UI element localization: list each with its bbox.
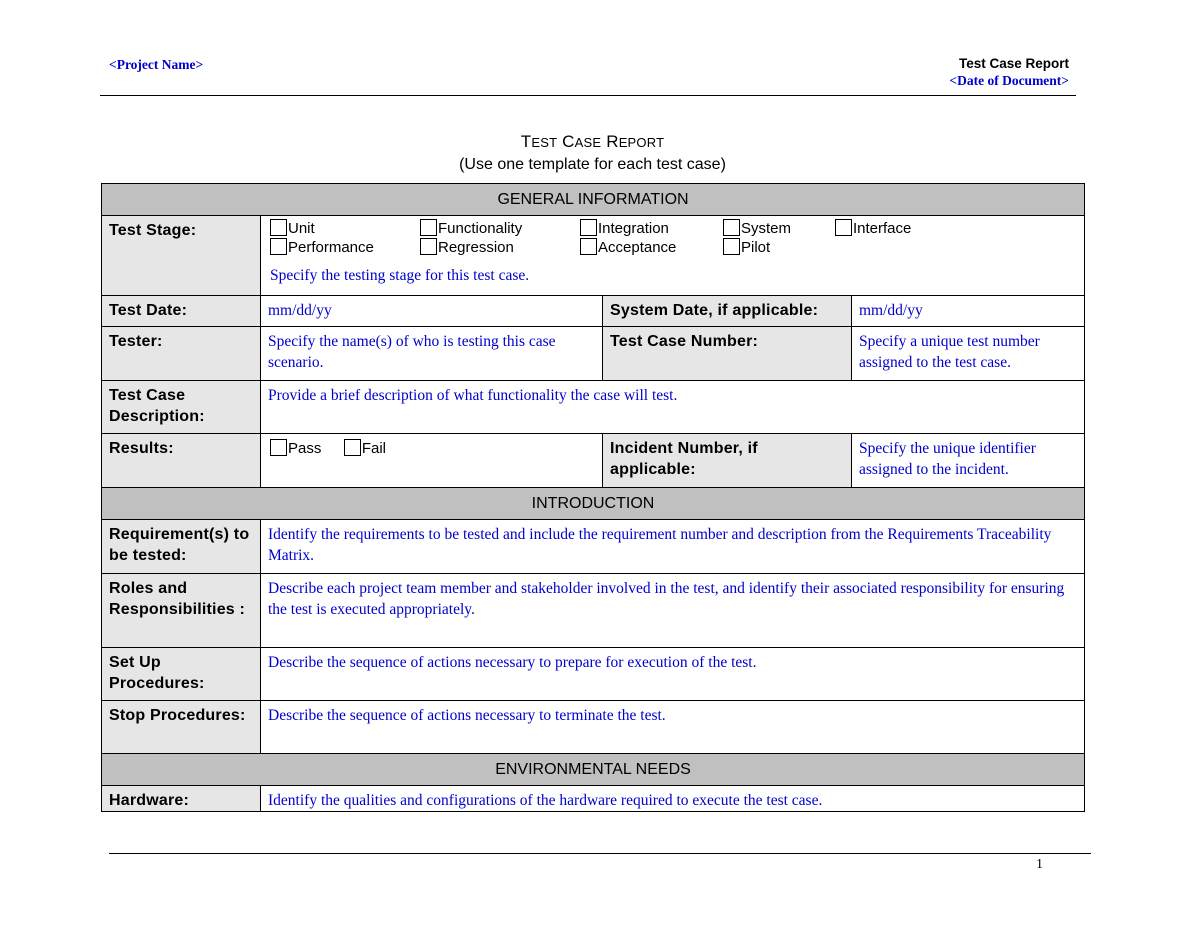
stage-option-integration[interactable]: Integration	[580, 219, 669, 238]
incident-value[interactable]: Specify the unique identifier assigned to the incident.	[852, 434, 1085, 488]
checkbox-icon[interactable]	[835, 219, 852, 236]
stage-option-acceptance[interactable]: Acceptance	[580, 238, 676, 257]
stop-value[interactable]: Describe the sequence of actions necessary to terminate the test.	[261, 701, 1085, 754]
system-date-value[interactable]: mm/dd/yy	[852, 296, 1085, 327]
section-introduction: INTRODUCTION	[102, 488, 1085, 520]
page-title: TEST CASE REPORT	[520, 132, 665, 151]
roles-label: Roles and Responsibilities :	[102, 574, 261, 648]
checkbox-icon[interactable]	[270, 238, 287, 255]
description-value[interactable]: Provide a brief description of what functionality the case will test.	[261, 381, 1085, 434]
header-divider	[100, 95, 1076, 96]
stage-option-performance[interactable]: Performance	[270, 238, 374, 257]
hardware-value[interactable]: Identify the qualities and configurations of the hardware required to execute the test case.	[261, 786, 1085, 812]
setup-value[interactable]: Describe the sequence of actions necessary to prepare for execution of the test.	[261, 648, 1085, 701]
checkbox-icon[interactable]	[580, 238, 597, 255]
test-stage-cell	[261, 216, 1085, 296]
checkbox-icon[interactable]	[580, 219, 597, 236]
results-label: Results:	[102, 434, 261, 488]
setup-label: Set Up Procedures:	[102, 648, 261, 701]
test-stage-hint: Specify the testing stage for this test case.	[270, 267, 530, 284]
requirements-value[interactable]: Identify the requirements to be tested and include the requirement number and description from the Requirements Traceability Matrix.	[261, 520, 1085, 574]
stage-option-unit[interactable]: Unit	[270, 219, 315, 238]
checkbox-icon[interactable]	[420, 219, 437, 236]
stage-option-system[interactable]: System	[723, 219, 791, 238]
test-case-form	[101, 183, 1085, 812]
checkbox-icon[interactable]	[723, 219, 740, 236]
checkbox-icon[interactable]	[344, 439, 361, 456]
stage-option-regression[interactable]: Regression	[420, 238, 514, 257]
stage-option-pilot[interactable]: Pilot	[723, 238, 770, 257]
report-title-header: Test Case Report	[958, 56, 1069, 71]
hardware-label: Hardware:	[102, 786, 261, 812]
test-stage-options	[270, 219, 1077, 261]
checkbox-icon[interactable]	[270, 439, 287, 456]
document-date: <Date of Document>	[949, 73, 1069, 88]
test-date-label: Test Date:	[102, 296, 261, 327]
results-options	[261, 434, 603, 488]
system-date-label: System Date, if applicable:	[603, 296, 852, 327]
test-case-number-value[interactable]: Specify a unique test number assigned to the test case.	[852, 327, 1085, 381]
test-date-value[interactable]: mm/dd/yy	[261, 296, 603, 327]
result-option-fail[interactable]: Fail	[344, 440, 386, 457]
stage-option-functionality[interactable]: Functionality	[420, 219, 522, 238]
roles-value[interactable]: Describe each project team member and stakeholder involved in the test, and identify their associated responsibility for ensuring the test is executed appropriately.	[261, 574, 1085, 648]
tester-label: Tester:	[102, 327, 261, 381]
requirements-label: Requirement(s) to be tested:	[102, 520, 261, 574]
page-subtitle: (Use one template for each test case)	[459, 156, 726, 173]
section-environmental-needs: ENVIRONMENTAL NEEDS	[102, 754, 1085, 786]
incident-label: Incident Number, if applicable:	[603, 434, 852, 488]
test-case-number-label: Test Case Number:	[603, 327, 852, 381]
checkbox-icon[interactable]	[723, 238, 740, 255]
result-option-pass[interactable]: Pass	[270, 440, 321, 457]
test-stage-label: Test Stage:	[102, 216, 261, 296]
section-general-information: GENERAL INFORMATION	[102, 184, 1085, 216]
description-label: Test Case Description:	[102, 381, 261, 434]
stage-option-interface[interactable]: Interface	[835, 219, 911, 238]
checkbox-icon[interactable]	[270, 219, 287, 236]
page-number: 1	[1036, 857, 1043, 872]
project-name: <Project Name>	[109, 57, 204, 72]
checkbox-icon[interactable]	[420, 238, 437, 255]
footer-divider	[109, 853, 1091, 854]
tester-value[interactable]: Specify the name(s) of who is testing this case scenario.	[261, 327, 603, 381]
page-header-right	[949, 56, 1069, 89]
stop-label: Stop Procedures:	[102, 701, 261, 754]
